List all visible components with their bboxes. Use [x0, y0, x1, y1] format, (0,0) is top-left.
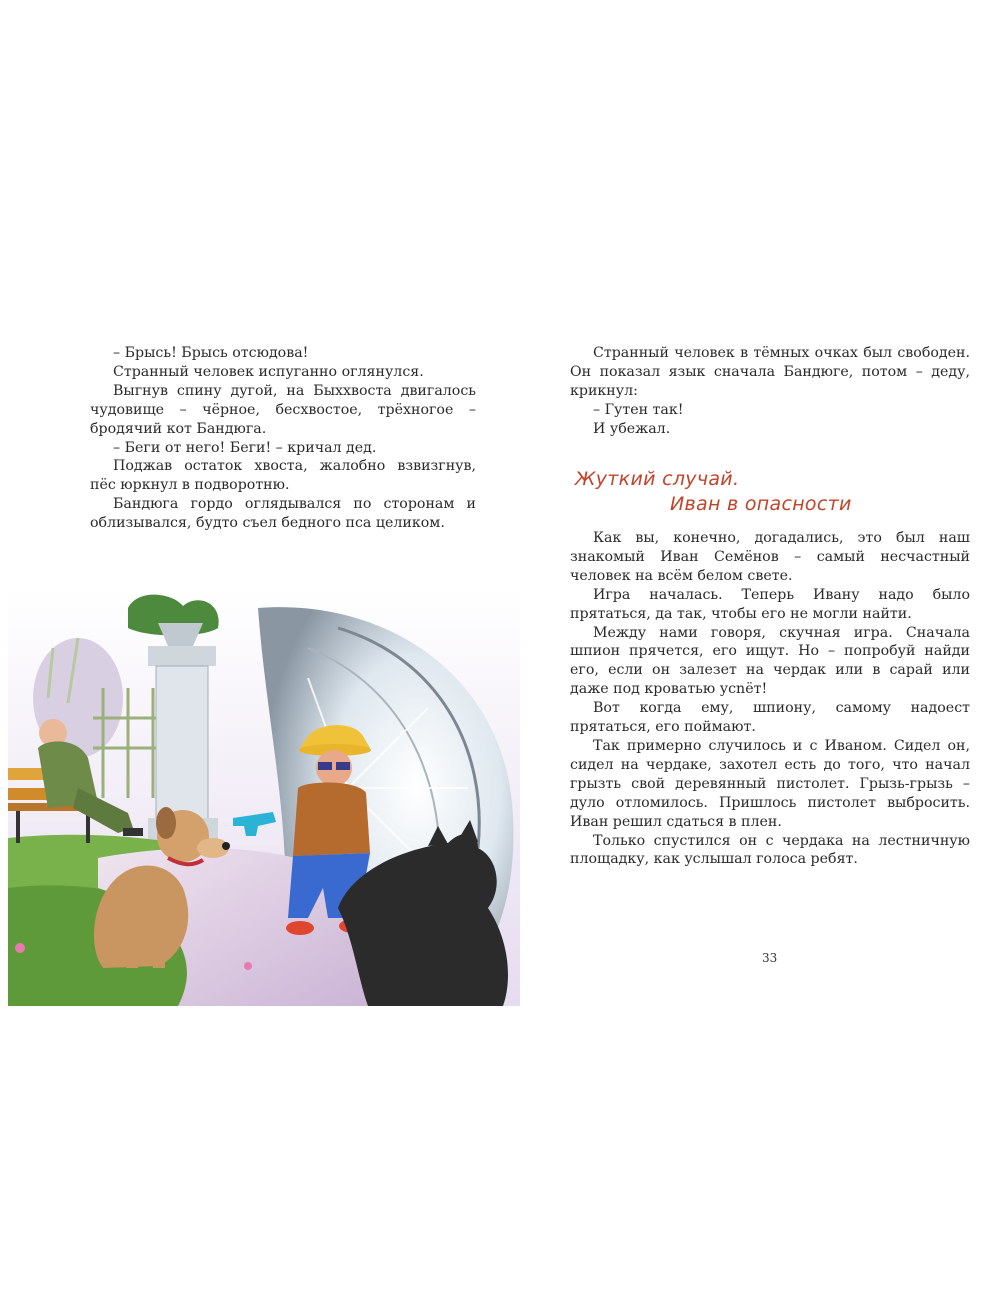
- right-page: [500, 0, 1000, 1300]
- paragraph: Странный человек в тёмных очках был свободен. Он показал язык сначала Бандюге, потом – деду, крикнул:: [570, 345, 970, 399]
- story-illustration: [8, 588, 520, 1006]
- paragraph: И убежал.: [593, 420, 671, 437]
- paragraph: Поджав остаток хвоста, жалобно взвизгнув, пёс юркнул в подворотню.: [90, 458, 476, 494]
- paragraph: – Брысь! Брысь отсюдова!: [113, 345, 309, 361]
- paragraph: Выгнув спину дугой, на Быххвоста двигалось чудовище – чёрное, бесхвостое, трёхногое – бродячий кот Бандюга.: [90, 382, 476, 437]
- page-number: 33: [762, 951, 778, 965]
- paragraph: – Беги от него! Беги! – кричал дед.: [113, 439, 377, 456]
- paragraph: Игра началась. Теперь Ивану надо было прятаться, да так, чтобы его не могли найти.: [570, 586, 970, 622]
- chapter-title-line-2: Иван в опасности: [670, 493, 852, 515]
- chapter-title-line-1: Жуткий случай.: [575, 468, 740, 490]
- paragraph: Так примерно случилось и с Иваном. Сидел он, сидел на чердаке, захотел есть до того, что начал грызть свой деревянный пистолет. Грызь-грызь – дуло отломилось. Пришлось пистолет выбросить. Иван решил сдаться в плен.: [570, 737, 970, 830]
- right-page-intro: [570, 344, 970, 439]
- paragraph: Бандюга гордо оглядывался по сторонам и облизывался, будто съел бедного пса целиком.: [90, 496, 476, 532]
- paragraph: Между нами говоря, скучная игра. Сначала шпион прячется, его ищут. Но – попробуй найди его, если он залезет на чердак или в сарай или даже под кроватью усnёт!: [570, 624, 970, 698]
- paragraph: Только спустился он с чердака на лестничную площадку, как услышал голоса ребят.: [570, 832, 970, 868]
- paragraph: Странный человек испуганно оглянулся.: [113, 363, 424, 380]
- paragraph: Вот когда ему, шпиону, самому надоест прятаться, его поймают.: [570, 700, 970, 736]
- left-page-text: [90, 344, 476, 533]
- paragraph: Как вы, конечно, догадались, это был наш знакомый Иван Семёнов – самый несчастный человек на всём белом свете.: [570, 530, 970, 584]
- right-page-text: [570, 529, 970, 869]
- paragraph: – Гутен так!: [593, 401, 684, 418]
